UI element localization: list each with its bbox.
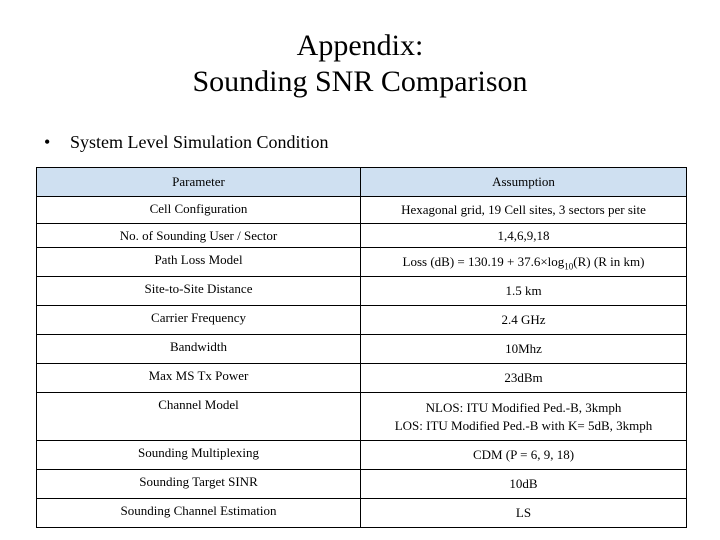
param-cell: Max MS Tx Power xyxy=(37,364,361,393)
table-row xyxy=(37,306,687,335)
param-cell: Site-to-Site Distance xyxy=(37,277,361,306)
table-header-row xyxy=(37,168,687,197)
table-row xyxy=(37,499,687,528)
value-cell: LS xyxy=(361,499,687,528)
channel-model-los: LOS: ITU Modified Ped.-B with K= 5dB, 3kmph xyxy=(394,417,653,433)
table-row xyxy=(37,277,687,306)
param-cell: Sounding Multiplexing xyxy=(37,441,361,470)
table-row xyxy=(37,224,687,248)
table-row xyxy=(37,335,687,364)
param-cell: Sounding Channel Estimation xyxy=(37,499,361,528)
value-cell xyxy=(361,248,687,277)
value-cell: 10dB xyxy=(361,470,687,499)
value-cell: 10Mhz xyxy=(361,335,687,364)
bullet-text: System Level Simulation Condition xyxy=(70,132,329,152)
path-loss-formula-part-2: (R) (R in km) xyxy=(573,254,645,269)
value-cell: CDM (P = 6, 9, 18) xyxy=(361,441,687,470)
value-cell xyxy=(361,393,687,441)
param-cell: Cell Configuration xyxy=(37,197,361,224)
value-cell: 23dBm xyxy=(361,364,687,393)
header-assumption: Assumption xyxy=(361,168,687,197)
table-row xyxy=(37,470,687,499)
table-row xyxy=(37,364,687,393)
param-cell: Carrier Frequency xyxy=(37,306,361,335)
value-cell: 1.5 km xyxy=(361,277,687,306)
table-row xyxy=(37,393,687,441)
slide-title-line-1: Appendix: xyxy=(296,29,424,62)
header-parameter: Parameter xyxy=(37,168,361,197)
param-cell: Path Loss Model xyxy=(37,248,361,277)
table-row xyxy=(37,441,687,470)
channel-model-nlos: NLOS: ITU Modified Ped.-B, 3kmph xyxy=(425,399,622,415)
table-row xyxy=(37,248,687,277)
bullet-icon: • xyxy=(44,132,51,152)
slide-title-line-2: Sounding SNR Comparison xyxy=(192,65,528,98)
param-cell: Sounding Target SINR xyxy=(37,470,361,499)
value-cell: 2.4 GHz xyxy=(361,306,687,335)
value-cell: 1,4,6,9,18 xyxy=(361,224,687,248)
value-cell: Hexagonal grid, 19 Cell sites, 3 sectors per site xyxy=(361,197,687,224)
param-cell: Channel Model xyxy=(37,393,361,441)
bullet-item xyxy=(44,131,329,153)
table-row xyxy=(37,197,687,224)
param-cell: Bandwidth xyxy=(37,335,361,364)
simulation-condition-table xyxy=(36,167,687,528)
path-loss-log-base: 10 xyxy=(564,261,574,272)
slide-title xyxy=(0,28,720,100)
path-loss-formula-part-1: Loss (dB) = 130.19 + 37.6×log xyxy=(402,254,565,269)
param-cell: No. of Sounding User / Sector xyxy=(37,224,361,248)
